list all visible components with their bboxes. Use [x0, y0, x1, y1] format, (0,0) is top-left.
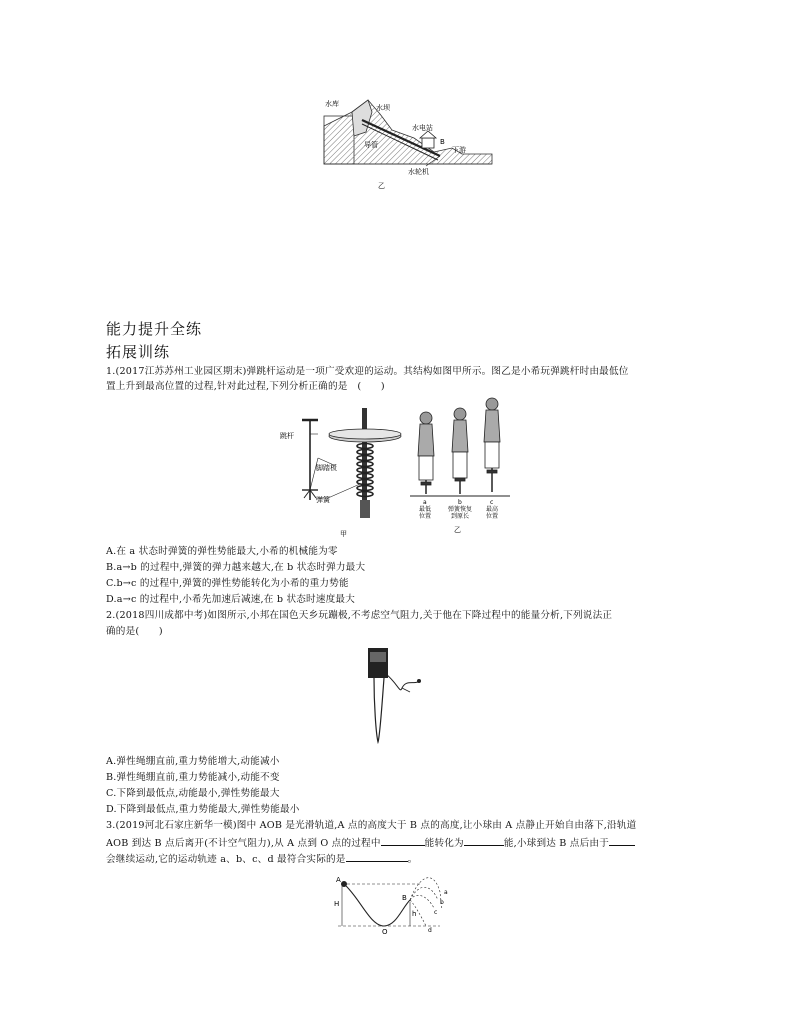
label-dam: 水坝 [376, 104, 390, 112]
section-subtitle: 拓展训练 [106, 343, 171, 361]
q3-blank-1[interactable] [381, 835, 425, 846]
label-turbine: 水轮机 [408, 168, 429, 176]
figure-jia-caption: 甲 [340, 530, 347, 538]
track-figure [330, 870, 470, 942]
jump-positions-figure [408, 394, 512, 540]
q3-stem-line3-end: 。 [407, 854, 418, 865]
figure-person-b [452, 408, 468, 494]
label-path-c: c [434, 909, 438, 916]
figure-top-caption: 乙 [378, 182, 385, 190]
q1-option-a: A.在 a 状态时弹簧的弹性势能最大,小希的机械能为零 [106, 546, 338, 557]
section-title: 能力提升全练 [106, 320, 203, 338]
bungee-figure [362, 644, 426, 748]
q3-stem-line1: 3.(2019河北石家庄新华一模)图中 AOB 是光滑轨道,A 点的高度大于 B 点的高度,让小球由 A 点静止开始自由落下,沿轨道 [106, 820, 637, 831]
pos-c-letter: c [490, 499, 494, 506]
hydro-station-figure [322, 92, 500, 190]
label-h-small: h [412, 910, 417, 918]
label-downstream: 下游 [452, 146, 466, 154]
pos-b-label2: 到原长 [451, 513, 470, 520]
label-pipe: 导管 [364, 141, 378, 149]
label-o-point: O [382, 928, 388, 936]
pos-a-letter: a [423, 499, 427, 506]
q3-stem-line3 [106, 851, 417, 866]
q3-stem-line3-text: 会继续运动,它的运动轨迹 a、b、c、d 最符合实际的是 [106, 854, 346, 865]
q3-blank-2[interactable] [464, 835, 504, 846]
pos-c-label2: 位置 [486, 513, 499, 520]
q1-stem-line2: 置上升到最高位置的过程,针对此过程,下列分析正确的是 ( ) [106, 381, 385, 392]
pos-c-label1: 最高 [486, 506, 499, 513]
label-station: 水电站 [412, 124, 433, 132]
label-path-d: d [428, 927, 432, 934]
q3-blank-4[interactable] [346, 851, 408, 862]
label-reservoir: 水库 [325, 100, 339, 108]
q2-option-a: A.弹性绳绷直前,重力势能增大,动能减小 [106, 756, 280, 767]
pogo-stick-figure [280, 404, 410, 540]
q2-stem-line2: 确的是( ) [106, 626, 163, 637]
label-point-b: B [440, 138, 445, 146]
q1-stem-line1: 1.(2017江苏苏州工业园区期末)弹跳杆运动是一项广受欢迎的运动。其结构如图甲所示。图乙是小希玩弹跳杆时由最低位 [106, 366, 629, 377]
label-path-a: a [444, 889, 448, 896]
q1-option-b: B.a→b 的过程中,弹簧的弹力越来越大,在 b 状态时弹力最大 [106, 562, 366, 573]
q2-option-c: C.下降到最低点,动能最小,弹性势能最大 [106, 788, 280, 799]
figure-yi-caption: 乙 [454, 526, 461, 534]
q3-stem-line2-part-c: 能,小球到达 B 点后由于 [503, 838, 609, 849]
pos-b-letter: b [458, 499, 462, 506]
ball-at-a [341, 881, 347, 887]
label-pole: 跳杆 [280, 432, 294, 440]
q3-stem-line2-part-a: AOB 到达 B 点后离开(不计空气阻力),从 A 点到 O 点的过程中 [106, 838, 381, 849]
pos-a-label2: 位置 [419, 513, 432, 520]
q2-option-b: B.弹性绳绷直前,重力势能减小,动能不变 [106, 772, 280, 783]
q1-option-d: D.a→c 的过程中,小希先加速后减速,在 b 状态时速度最大 [106, 594, 355, 605]
q1-option-c: C.b→c 的过程中,弹簧的弹性势能转化为小希的重力势能 [106, 578, 349, 589]
q3-blank-3[interactable] [609, 835, 635, 846]
figure-person-a [418, 412, 434, 494]
label-pedal: 脚踏板 [316, 464, 337, 472]
figure-person-c [484, 398, 500, 492]
label-a-point: A [336, 876, 341, 884]
label-spring: 弹簧 [316, 496, 330, 504]
q3-stem-line2-part-b: 能转化为 [424, 838, 464, 849]
label-b-point: B [402, 894, 407, 902]
pos-a-label1: 最低 [419, 506, 432, 513]
label-path-b: b [440, 899, 444, 906]
q3-stem-line2 [106, 835, 635, 850]
label-h-big: H [334, 900, 340, 908]
q2-option-d: D.下降到最低点,重力势能最大,弹性势能最小 [106, 804, 300, 815]
q2-stem-line1: 2.(2018四川成都中考)如图所示,小邦在国色天乡玩蹦极,不考虑空气阻力,关于他在下降过程中的能量分析,下列说法正 [106, 610, 613, 621]
pos-b-label1: 弹簧恢复 [448, 506, 473, 513]
